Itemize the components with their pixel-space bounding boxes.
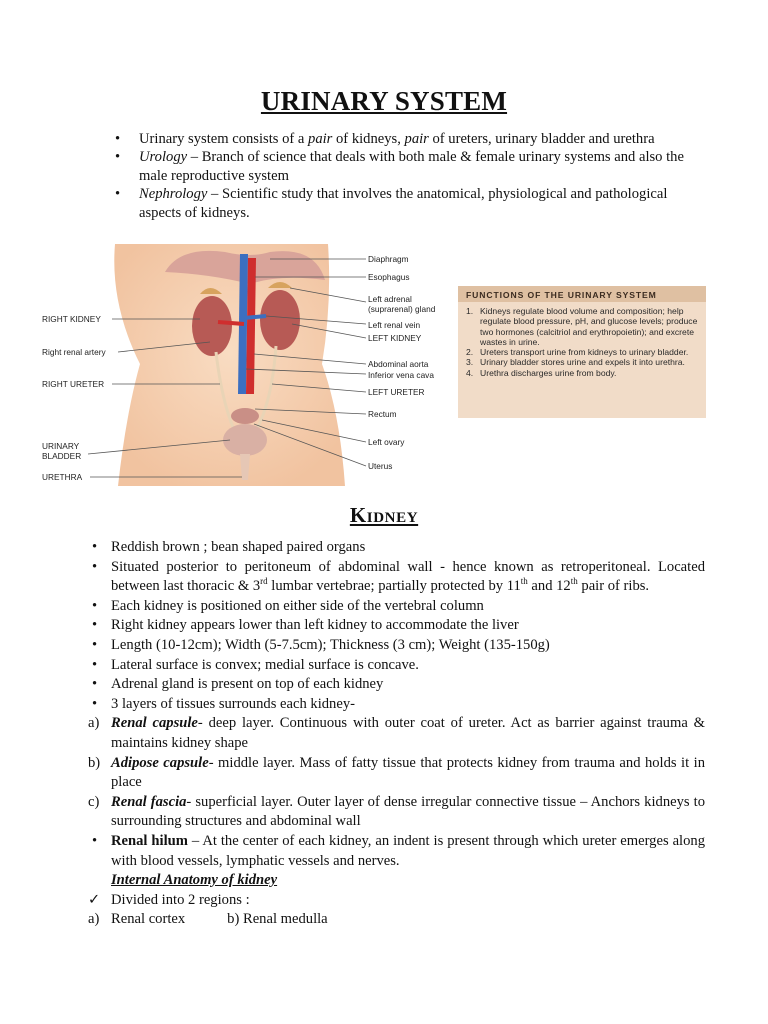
- figure-label: Uterus: [368, 461, 393, 471]
- list-item: • 3 layers of tissues surrounds each kidney-: [92, 695, 355, 712]
- figure-label: Inferior vena cava: [368, 370, 434, 380]
- kidney-section: [88, 538, 705, 930]
- figure-label: RIGHT URETER: [42, 379, 105, 389]
- list-item: • Right kidney appears lower than left kidney to accommodate the liver: [92, 617, 519, 634]
- list-item: 4. Urethra discharges urine from body.: [466, 367, 617, 378]
- figure-label: Esophagus: [368, 272, 410, 282]
- figure-label: Left ovary: [368, 437, 405, 447]
- renal-artery-shape: [218, 322, 244, 324]
- figure-label: (suprarenal) gland: [368, 304, 436, 314]
- functions-heading: FUNCTIONS OF THE URINARY SYSTEM: [458, 286, 706, 302]
- uterus-shape: [231, 408, 259, 424]
- list-item: • Each kidney is positioned on either side of the vertebral column: [92, 597, 484, 614]
- functions-box: [458, 286, 706, 418]
- list-item: • Length (10-12cm); Width (5-7.5cm); Thickness (3 cm); Weight (135-150g): [92, 636, 550, 653]
- list-item: • Urinary system consists of a pair of kidneys, pair of ureters, urinary bladder and urethra: [112, 130, 712, 148]
- list-item: c) Renal fascia- superficial layer. Outer layer of dense irregular connective tissue – Anchors kidneys to surrounding structures and abdominal wall: [88, 793, 705, 830]
- urinary-system-diagram: [40, 244, 440, 486]
- section-title: Kidney: [349, 503, 419, 527]
- list-item: 3. Urinary bladder stores urine and expels it into urethra.: [466, 357, 685, 368]
- figure-label: Abdominal aorta: [368, 359, 429, 369]
- check-icon: ✓: [88, 891, 101, 908]
- figure-label: Right renal artery: [42, 347, 106, 357]
- figure-label: Rectum: [368, 409, 397, 419]
- renal-vein-shape: [244, 316, 266, 318]
- figure-label: Left adrenal: [368, 294, 412, 304]
- figure-label: LEFT URETER: [368, 387, 425, 397]
- list-item: a) Renal capsule- deep layer. Continuous with outer coat of ureter. Act as barrier against trauma & maintains kidney shape: [88, 715, 705, 751]
- figure-label: URINARY: [42, 441, 80, 451]
- list-item: 1. Kidneys regulate blood volume and composition; help regulate blood pressure, pH, and glucose levels; produce two hormones (calcitriol and erythropoietin); and excrete wastes in urine.: [466, 306, 698, 347]
- list-item: • Adrenal gland is present on top of each kidney: [92, 676, 384, 693]
- list-item: • Nephrology – Scientific study that involves the anatomical, physiological and pathological aspects of kidneys.: [112, 185, 712, 222]
- list-item: • Situated posterior to peritoneum of abdominal wall - hence known as retroperitoneal. Located between last thoracic & 3rd lumbar vertebrae; partially protected by 11th and 12th pair of ribs.: [92, 558, 705, 595]
- subsection-heading: Internal Anatomy of kidney: [111, 872, 278, 889]
- list-item: b) Adipose capsule- middle layer. Mass of fatty tissue that protects kidney from trauma and holds it in place: [88, 754, 705, 791]
- list-item: a) Renal cortex b) Renal medulla: [88, 911, 328, 928]
- functions-list: [458, 306, 706, 378]
- figure-label: LEFT KIDNEY: [368, 333, 422, 343]
- figure-label: Left renal vein: [368, 320, 421, 330]
- figure-label: RIGHT KIDNEY: [42, 314, 101, 324]
- list-item: • Reddish brown ; bean shaped paired organs: [92, 539, 366, 555]
- list-item: • Renal hilum – At the center of each kidney, an indent is present through which ureter emerges along with blood vessels, lymphatic vessels and nerves.: [92, 832, 705, 869]
- list-item: 2. Ureters transport urine from kidneys to urinary bladder.: [466, 347, 689, 358]
- list-item: • Lateral surface is convex; medial surface is concave.: [92, 656, 419, 673]
- figure-label: Diaphragm: [368, 254, 409, 264]
- page-title: URINARY SYSTEM: [260, 86, 508, 116]
- right-kidney-shape: [192, 296, 232, 356]
- intro-list: [112, 130, 712, 222]
- left-kidney-shape: [260, 290, 300, 350]
- figure-label: BLADDER: [42, 451, 82, 461]
- list-item: ✓ Divided into 2 regions :: [88, 891, 705, 911]
- list-item: • Urology – Branch of science that deals with both male & female urinary systems and also the male reproductive system: [112, 148, 712, 185]
- figure-label: URETHRA: [42, 472, 83, 482]
